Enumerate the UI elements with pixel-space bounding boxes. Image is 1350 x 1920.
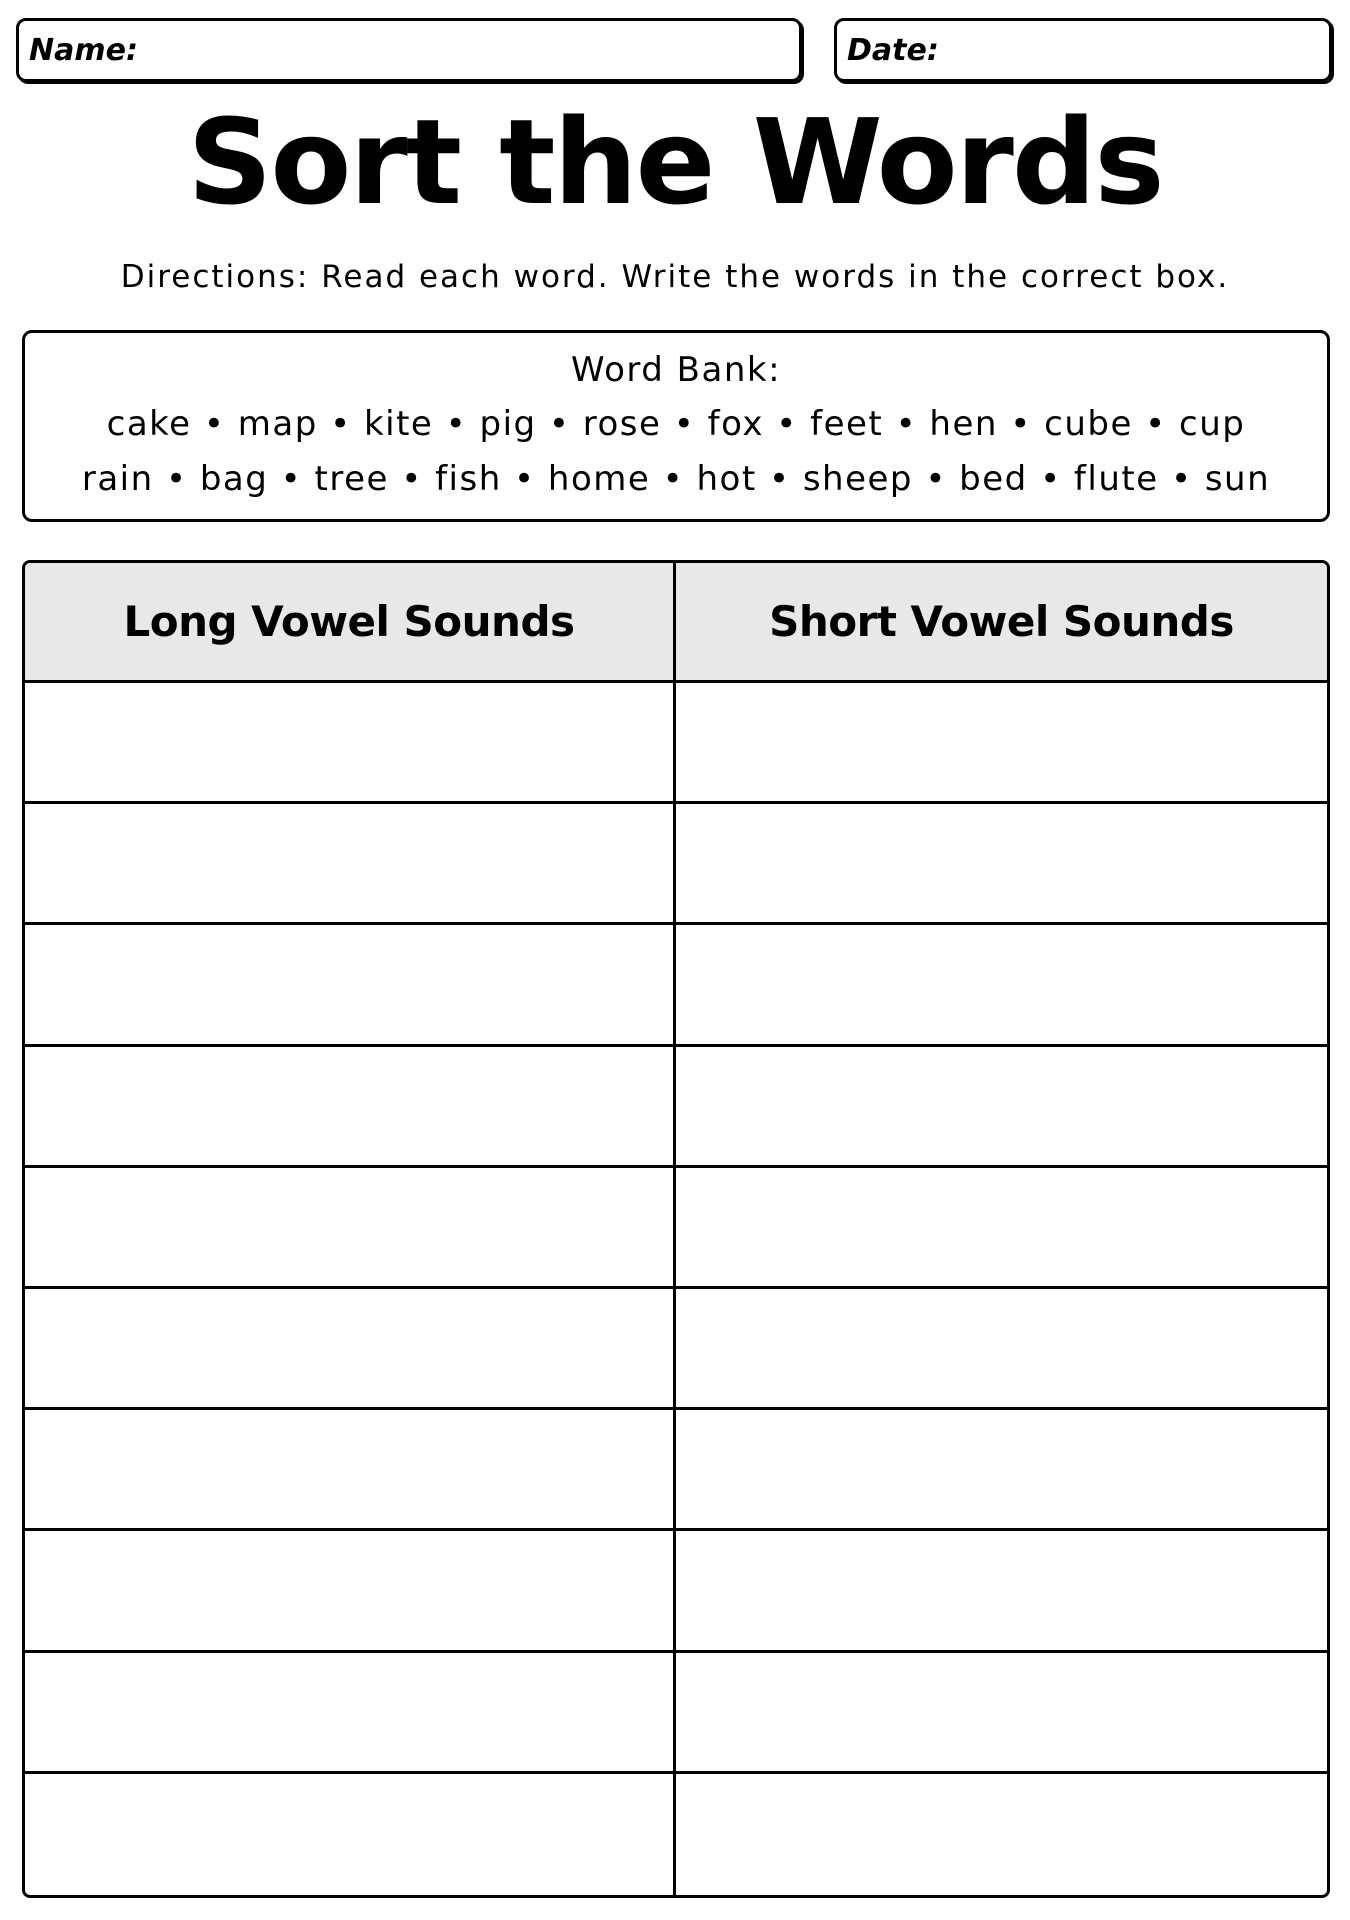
short-vowel-answer-cell[interactable] <box>676 1774 1327 1895</box>
short-vowel-answer-cell[interactable] <box>676 1653 1327 1774</box>
sort-table <box>22 560 1330 1898</box>
short-vowel-answer-cell[interactable] <box>676 1531 1327 1652</box>
short-vowel-header: Short Vowel Sounds <box>676 563 1327 683</box>
short-vowel-answer-cell[interactable] <box>676 1289 1327 1410</box>
long-vowel-answer-cell[interactable] <box>25 925 676 1046</box>
long-vowel-answer-cell[interactable] <box>25 683 676 804</box>
long-vowel-answer-cell[interactable] <box>25 1047 676 1168</box>
date-field[interactable] <box>834 18 1332 82</box>
word-bank-line-1: cake • map • kite • pig • rose • fox • feet • hen • cube • cup <box>106 404 1246 444</box>
long-vowel-header: Long Vowel Sounds <box>25 563 676 683</box>
long-vowel-answer-cell[interactable] <box>25 1531 676 1652</box>
long-vowel-answer-cell[interactable] <box>25 1653 676 1774</box>
page-title: Sort the Words <box>187 93 1163 231</box>
name-field[interactable] <box>16 18 802 82</box>
long-vowel-answer-cell[interactable] <box>25 1410 676 1531</box>
date-label: Date: <box>847 32 939 68</box>
word-bank-line-2: rain • bag • tree • fish • home • hot • sheep • bed • flute • sun <box>81 459 1271 499</box>
long-vowel-answer-cell[interactable] <box>25 804 676 925</box>
short-vowel-answer-cell[interactable] <box>676 1047 1327 1168</box>
long-vowel-answer-cell[interactable] <box>25 1168 676 1289</box>
short-vowel-answer-cell[interactable] <box>676 683 1327 804</box>
directions-text: Directions: Read each word. Write the words in the correct box. <box>120 259 1230 295</box>
long-vowel-answer-cell[interactable] <box>25 1774 676 1895</box>
short-vowel-answer-cell[interactable] <box>676 925 1327 1046</box>
word-bank-title: Word Bank: <box>570 350 782 390</box>
name-label: Name: <box>29 32 138 68</box>
short-vowel-answer-cell[interactable] <box>676 804 1327 925</box>
short-vowel-answer-cell[interactable] <box>676 1168 1327 1289</box>
word-bank <box>22 330 1330 522</box>
long-vowel-answer-cell[interactable] <box>25 1289 676 1410</box>
short-vowel-answer-cell[interactable] <box>676 1410 1327 1531</box>
